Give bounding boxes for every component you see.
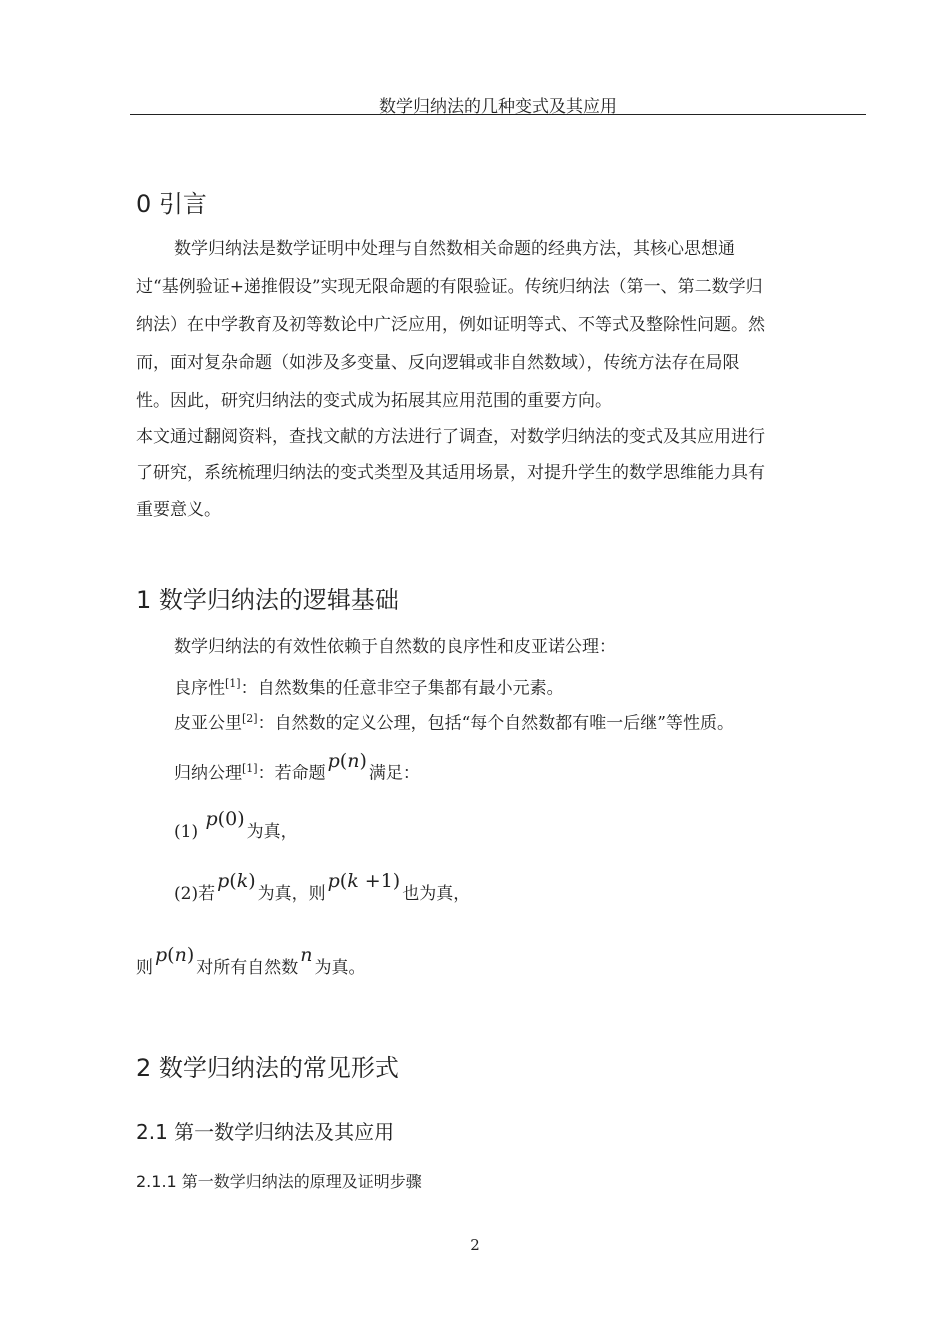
concl-prefix: 则 (136, 958, 153, 978)
cond1-suffix: 为真， (246, 822, 298, 842)
peano-label: 皮亚公里 (174, 713, 242, 734)
axiom-label: 归纳公理 (174, 763, 242, 784)
axiom-text-a: ：若命题 (257, 763, 326, 784)
paragraph-line: 了研究，系统梳理归纳法的变式类型及其适用场景，对提升学生的数学思维能力具有 (136, 463, 765, 483)
well-order-line (174, 673, 564, 700)
paragraph-line: 而，面对复杂命题（如涉及多变量、反向逻辑或非自然数域），传统方法存在局限 (136, 353, 740, 373)
condition-1-line (174, 808, 298, 843)
paragraph-line: 重要意义。 (136, 500, 221, 520)
cond2-mid: 为真，则 (257, 884, 326, 904)
paragraph-line: 过“基例验证+递推假设”实现无限命题的有限验证。传统归纳法（第一、第二数学归 (136, 277, 763, 297)
axiom-text-b: 满足： (368, 763, 420, 784)
header-rule (130, 114, 866, 115)
concl-mid: 对所有自然数 (196, 958, 299, 978)
condition-2-line (174, 870, 471, 905)
section-1-heading: 1 数学归纳法的逻辑基础 (136, 586, 399, 614)
paragraph-line: 纳法）在中学教育及初等数论中广泛应用，例如证明等式、不等式及整除性问题。然 (136, 315, 765, 335)
paragraph-line: 性。因此，研究归纳法的变式成为拓展其应用范围的重要方向。 (136, 391, 612, 411)
cond1-prefix: (1) (174, 822, 199, 842)
axiom-line (174, 749, 420, 785)
subsection-2-1-heading: 2.1 第一数学归纳法及其应用 (136, 1120, 395, 1144)
well-order-text: ：自然数集的任意非空子集都有最小元素。 (240, 678, 564, 699)
citation-ref: [2] (242, 712, 258, 725)
citation-ref: [1] (225, 677, 241, 690)
paragraph-line: 本文通过翻阅资料，查找文献的方法进行了调查，对数学归纳法的变式及其应用进行 (136, 427, 765, 447)
page-number: 2 (470, 1236, 480, 1254)
math-p-0: p(0) (205, 808, 245, 830)
well-order-label: 良序性 (174, 678, 225, 699)
concl-suffix: 为真。 (314, 958, 366, 978)
header-title: 数学归纳法的几种变式及其应用 (379, 97, 617, 117)
paragraph-line: 数学归纳法是数学证明中处理与自然数相关命题的经典方法，其核心思想通 (174, 239, 735, 259)
section-0-heading: 0 引言 (136, 190, 207, 218)
citation-ref: [1] (242, 762, 258, 775)
math-p-n: p(n) (155, 944, 195, 966)
math-p-n: p(n) (327, 749, 367, 772)
peano-line (174, 708, 734, 735)
conclusion-line (136, 944, 366, 979)
math-n: n (300, 944, 313, 966)
peano-text: ：自然数的定义公理，包括“每个自然数都有唯一后继”等性质。 (257, 713, 734, 734)
intro-line: 数学归纳法的有效性依赖于自然数的良序性和皮亚诺公理： (174, 637, 616, 657)
math-p-k-plus-1: p(k +1) (327, 870, 401, 892)
cond2-suffix: 也为真， (402, 884, 471, 904)
subsubsection-2-1-1-heading: 2.1.1 第一数学归纳法的原理及证明步骤 (136, 1172, 422, 1191)
math-p-k: p(k) (217, 870, 256, 892)
section-2-heading: 2 数学归纳法的常见形式 (136, 1054, 399, 1082)
cond2-prefix: (2)若 (174, 884, 216, 904)
